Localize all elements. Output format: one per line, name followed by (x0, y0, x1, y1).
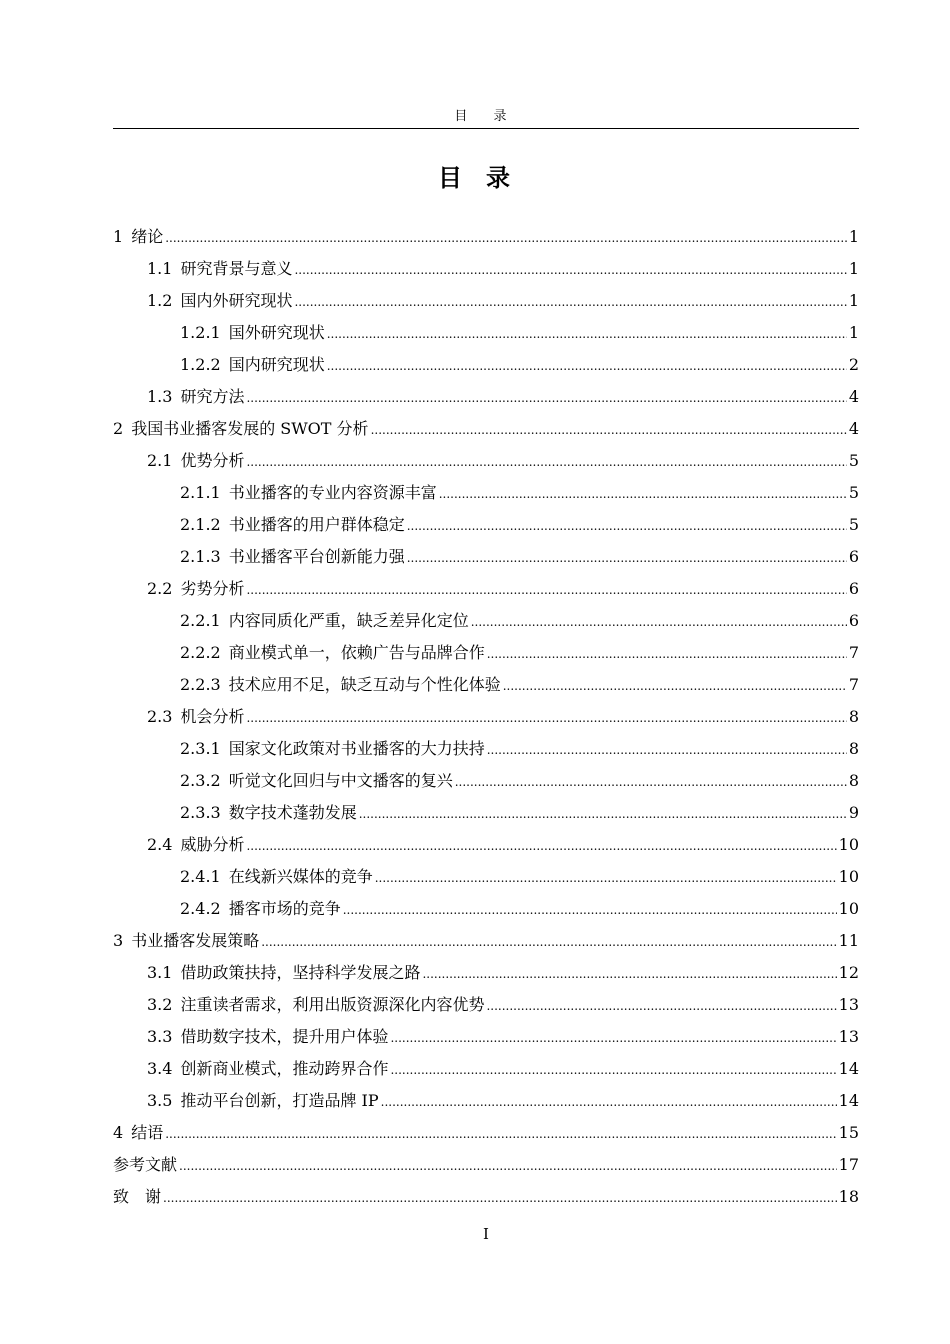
page-number: I (483, 1225, 489, 1243)
toc-entry-number: 4 (113, 1123, 124, 1142)
toc-dot-leader (261, 926, 836, 958)
toc-dot-leader (471, 606, 847, 638)
page-title: 目录 (438, 164, 534, 192)
toc-entry-title: 技术应用不足，缺乏互动与个性化体验 (228, 675, 501, 694)
toc-entry-number: 2.3 (147, 707, 173, 726)
toc-entry[interactable] (113, 733, 859, 765)
toc-entry-number: 2.3.3 (180, 803, 221, 822)
toc-entry-page: 11 (838, 931, 859, 950)
toc-entry-number: 2 (113, 419, 124, 438)
toc-entry[interactable] (113, 605, 859, 637)
toc-dot-leader (163, 1182, 837, 1214)
toc-entry-number: 1.2 (147, 291, 173, 310)
toc-entry-page: 1 (848, 323, 859, 342)
toc-entry[interactable] (113, 637, 859, 669)
toc-entry-number: 3.4 (147, 1059, 173, 1078)
toc-entry-number: 1.1 (147, 259, 173, 278)
toc-entry-page: 9 (848, 803, 859, 822)
toc-entry-number: 2.4.1 (180, 867, 221, 886)
toc-entry[interactable] (113, 669, 859, 701)
toc-entry-page: 5 (848, 515, 859, 534)
toc-dot-leader (165, 222, 847, 254)
toc-entry-title: 书业播客发展策略 (131, 931, 260, 950)
toc-entry[interactable] (113, 381, 859, 413)
toc-entry-title: 注重读者需求，利用出版资源深化内容优势 (180, 995, 485, 1014)
toc-dot-leader (179, 1150, 837, 1182)
toc-entry-title: 威胁分析 (180, 835, 245, 854)
toc-entry-page: 4 (848, 419, 859, 438)
toc-dot-leader (407, 510, 847, 542)
toc-entry-page: 1 (848, 259, 859, 278)
toc-entry[interactable] (113, 1181, 859, 1213)
toc-entry-page: 17 (838, 1155, 859, 1174)
toc-entry-page: 2 (848, 355, 859, 374)
toc-entry-title: 劣势分析 (180, 579, 245, 598)
toc-entry[interactable] (113, 541, 859, 573)
toc-dot-leader (381, 1086, 837, 1118)
toc-entry-number: 2.1.3 (180, 547, 221, 566)
toc-dot-leader (390, 1054, 836, 1086)
toc-entry-number: 2.4.2 (180, 899, 221, 918)
toc-dot-leader (487, 638, 847, 670)
toc-entry[interactable] (113, 573, 859, 605)
toc-dot-leader (246, 702, 846, 734)
toc-entry[interactable] (113, 221, 859, 253)
toc-entry[interactable] (113, 413, 859, 445)
toc-entry-title: 国内外研究现状 (180, 291, 293, 310)
toc-entry-page: 8 (848, 771, 859, 790)
toc-dot-leader (246, 830, 836, 862)
toc-entry-title: 播客市场的竞争 (228, 899, 341, 918)
toc-dot-leader (375, 862, 837, 894)
toc-entry-title: 参考文献 (113, 1155, 178, 1174)
toc-entry-title: 借助数字技术，提升用户体验 (180, 1027, 389, 1046)
toc-entry-number: 2.2.1 (180, 611, 221, 630)
header-rule (113, 128, 859, 129)
toc-entry-page: 5 (848, 483, 859, 502)
toc-entry-page: 7 (848, 643, 859, 662)
toc-entry-page: 1 (848, 227, 859, 246)
toc-entry-number: 1.2.2 (180, 355, 221, 374)
toc-entry-number: 2.3.1 (180, 739, 221, 758)
toc-entry[interactable] (113, 317, 859, 349)
toc-entry-title: 创新商业模式，推动跨界合作 (180, 1059, 389, 1078)
toc-entry-title: 优势分析 (180, 451, 245, 470)
toc-entry[interactable] (113, 509, 859, 541)
toc-dot-leader (327, 350, 847, 382)
toc-entry-number: 2.1.1 (180, 483, 221, 502)
toc-entry-number: 1.2.1 (180, 323, 221, 342)
toc-entry[interactable] (113, 893, 859, 925)
toc-entry[interactable] (113, 285, 859, 317)
toc-entry-number: 3.1 (147, 963, 173, 982)
toc-entry-page: 13 (838, 1027, 859, 1046)
toc-dot-leader (486, 990, 836, 1022)
toc-entry-page: 14 (838, 1091, 859, 1110)
toc-entry-number: 2.2 (147, 579, 173, 598)
running-header: 目 录 (454, 109, 518, 124)
toc-entry-page: 8 (848, 739, 859, 758)
toc-entry[interactable] (113, 797, 859, 829)
toc-entry-page: 6 (848, 579, 859, 598)
toc-dot-leader (487, 734, 847, 766)
toc-entry-number: 3 (113, 931, 124, 950)
toc-entry-number: 3.5 (147, 1091, 173, 1110)
toc-entry-page: 1 (848, 291, 859, 310)
toc-entry-number: 2.4 (147, 835, 173, 854)
toc-entry-title: 机会分析 (180, 707, 245, 726)
toc-dot-leader (407, 542, 847, 574)
toc-entry-page: 7 (848, 675, 859, 694)
toc-dot-leader (371, 414, 847, 446)
toc-dot-leader (439, 478, 847, 510)
toc-entry[interactable] (113, 445, 859, 477)
toc-entry-title: 绪论 (131, 227, 164, 246)
toc-entry[interactable] (113, 861, 859, 893)
toc-entry[interactable] (113, 829, 859, 861)
toc-entry[interactable] (113, 1085, 859, 1117)
toc-entry-title: 听觉文化回归与中文播客的复兴 (228, 771, 453, 790)
toc-entry[interactable] (113, 925, 859, 957)
toc-entry-page: 6 (848, 611, 859, 630)
toc-entry-number: 2.3.2 (180, 771, 221, 790)
toc-dot-leader (503, 670, 847, 702)
toc-entry-page: 6 (848, 547, 859, 566)
toc-entry-title: 书业播客的用户群体稳定 (228, 515, 405, 534)
toc-entry-page: 5 (848, 451, 859, 470)
toc-entry-number: 2.2.3 (180, 675, 221, 694)
toc-entry[interactable] (113, 477, 859, 509)
toc-entry-number: 3.3 (147, 1027, 173, 1046)
toc-entry-title: 在线新兴媒体的竞争 (228, 867, 373, 886)
toc-entry-number: 2.1 (147, 451, 173, 470)
toc-entry-number: 1 (113, 227, 124, 246)
toc-dot-leader (343, 894, 837, 926)
toc-entry-title: 致 谢 (113, 1187, 162, 1206)
toc-dot-leader (294, 254, 846, 286)
toc-entry-title: 内容同质化严重，缺乏差异化定位 (228, 611, 469, 630)
toc-entry-page: 4 (848, 387, 859, 406)
toc-entry-number: 2.1.2 (180, 515, 221, 534)
toc-dot-leader (455, 766, 847, 798)
toc-entry-page: 10 (838, 899, 859, 918)
toc-dot-leader (294, 286, 846, 318)
toc-entry-title: 国家文化政策对书业播客的大力扶持 (228, 739, 485, 758)
toc-entry[interactable] (113, 989, 859, 1021)
toc-entry-title: 数字技术蓬勃发展 (228, 803, 357, 822)
toc-entry-title: 国内研究现状 (228, 355, 325, 374)
toc-entry[interactable] (113, 253, 859, 285)
toc-entry[interactable] (113, 1149, 859, 1181)
toc-entry-title: 研究背景与意义 (180, 259, 293, 278)
toc-entry[interactable] (113, 349, 859, 381)
toc-dot-leader (246, 382, 846, 414)
toc-entry[interactable] (113, 701, 859, 733)
toc-entry-page: 10 (838, 867, 859, 886)
toc-dot-leader (165, 1118, 836, 1150)
toc-entry-page: 8 (848, 707, 859, 726)
toc-entry-number: 2.2.2 (180, 643, 221, 662)
toc-entry-page: 13 (838, 995, 859, 1014)
toc-dot-leader (246, 574, 846, 606)
toc-dot-leader (246, 446, 846, 478)
toc-entry-title: 我国书业播客发展的 SWOT 分析 (131, 419, 369, 438)
toc-entry-page: 15 (838, 1123, 859, 1142)
table-of-contents (113, 221, 859, 1213)
toc-dot-leader (422, 958, 836, 990)
toc-entry-page: 12 (838, 963, 859, 982)
toc-entry-number: 3.2 (147, 995, 173, 1014)
toc-dot-leader (359, 798, 847, 830)
toc-entry-page: 14 (838, 1059, 859, 1078)
toc-entry[interactable] (113, 1117, 859, 1149)
toc-entry[interactable] (113, 1053, 859, 1085)
toc-entry[interactable] (113, 957, 859, 989)
toc-entry-page: 10 (838, 835, 859, 854)
toc-entry-title: 书业播客平台创新能力强 (228, 547, 405, 566)
toc-entry-page: 18 (838, 1187, 859, 1206)
toc-entry-title: 推动平台创新，打造品牌 IP (180, 1091, 379, 1110)
toc-dot-leader (327, 318, 847, 350)
toc-entry-title: 结语 (131, 1123, 164, 1142)
toc-entry-title: 研究方法 (180, 387, 245, 406)
toc-entry-title: 国外研究现状 (228, 323, 325, 342)
toc-entry-title: 借助政策扶持，坚持科学发展之路 (180, 963, 421, 982)
toc-entry-number: 1.3 (147, 387, 173, 406)
toc-entry[interactable] (113, 765, 859, 797)
toc-entry[interactable] (113, 1021, 859, 1053)
toc-dot-leader (390, 1022, 836, 1054)
toc-entry-title: 书业播客的专业内容资源丰富 (228, 483, 437, 502)
toc-entry-title: 商业模式单一，依赖广告与品牌合作 (228, 643, 485, 662)
